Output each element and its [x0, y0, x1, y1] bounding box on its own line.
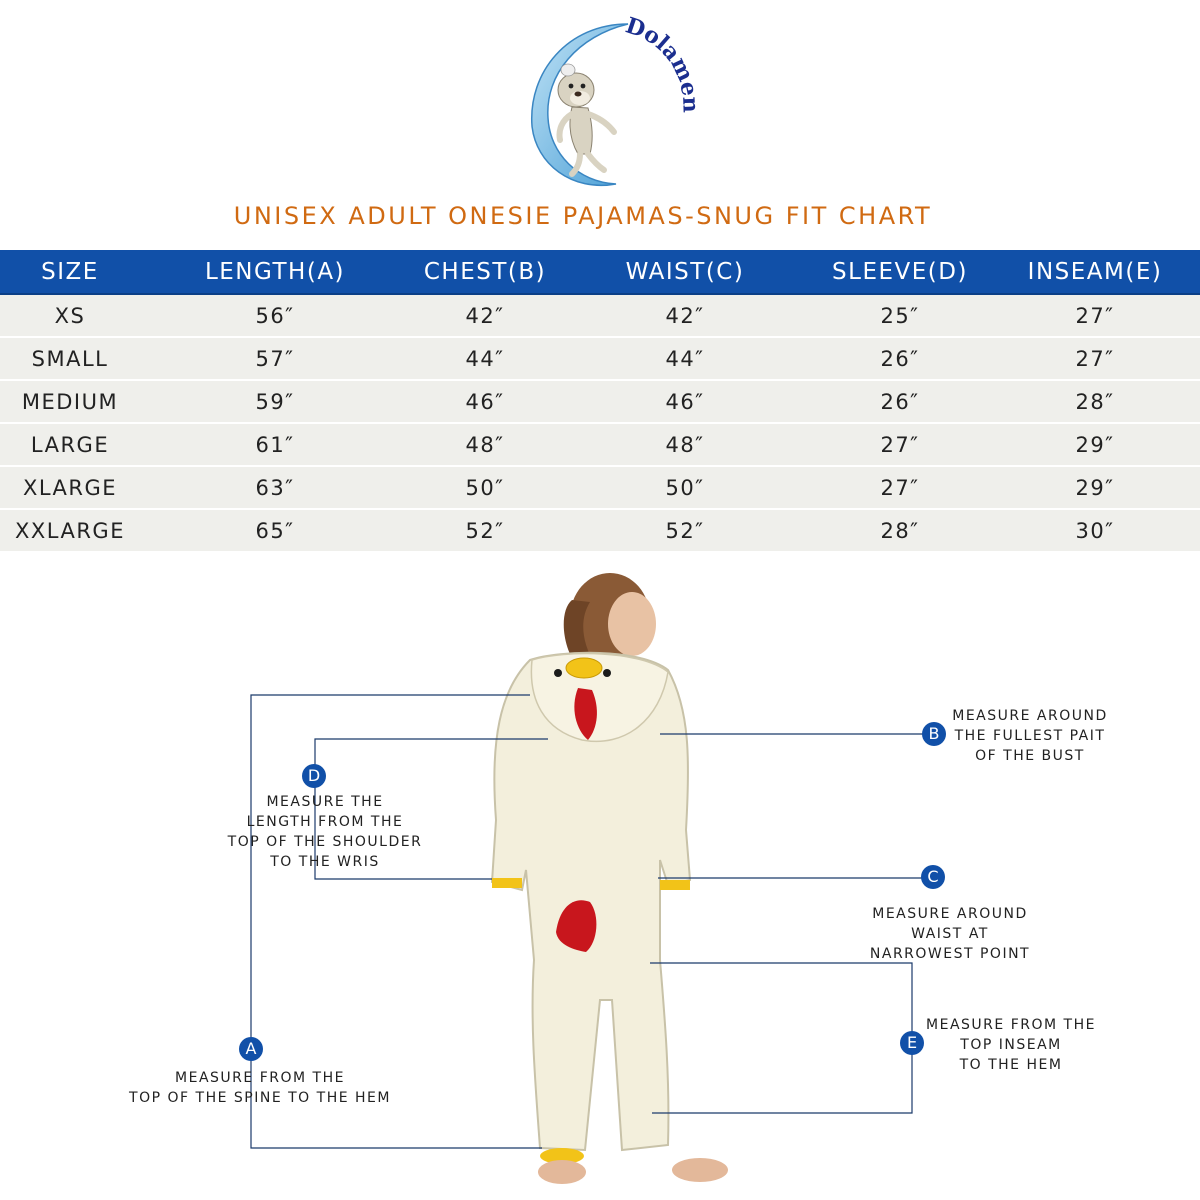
cell-chest: 46″ — [410, 380, 560, 423]
cell-chest: 52″ — [410, 509, 560, 551]
cell-inseam: 28″ — [990, 380, 1200, 423]
table-row — [0, 294, 1200, 337]
cell-length: 63″ — [140, 466, 410, 509]
callout-d — [205, 792, 445, 872]
callout-d-line: MEASURE THE — [266, 794, 384, 810]
cell-length: 65″ — [140, 509, 410, 551]
callout-c — [840, 904, 1060, 964]
cell-sleeve: 27″ — [810, 423, 990, 466]
callout-a-line: TOP OF THE SPINE TO THE HEM — [129, 1090, 391, 1106]
header-inseam: INSEAM(E) — [990, 250, 1200, 294]
table-header-row — [0, 250, 1200, 294]
cell-waist: 48″ — [560, 423, 810, 466]
table-row — [0, 380, 1200, 423]
badge-a: A — [239, 1037, 263, 1061]
cell-waist: 50″ — [560, 466, 810, 509]
cell-waist: 42″ — [560, 294, 810, 337]
cell-size: SMALL — [0, 337, 140, 380]
badge-b: B — [922, 722, 946, 746]
callout-e-line: MEASURE FROM THE — [926, 1017, 1096, 1033]
cell-length: 57″ — [140, 337, 410, 380]
cell-chest: 42″ — [410, 294, 560, 337]
header-length: LENGTH(A) — [140, 250, 410, 294]
cell-chest: 50″ — [410, 466, 560, 509]
callout-c-line: NARROWEST POINT — [869, 946, 1031, 962]
callout-e — [911, 1015, 1111, 1075]
chart-title: UNISEX ADULT ONESIE PAJAMAS-SNUG FIT CHART — [233, 202, 933, 230]
badge-c: C — [921, 865, 945, 889]
callout-b-line: THE FULLEST PAIT — [954, 728, 1106, 744]
brand-wordmark: Dolamen — [622, 14, 704, 114]
callout-c-line: WAIST AT — [911, 926, 989, 942]
cell-sleeve: 26″ — [810, 337, 990, 380]
cell-size: XS — [0, 294, 140, 337]
cell-size: XXLARGE — [0, 509, 140, 551]
cell-size: MEDIUM — [0, 380, 140, 423]
cell-chest: 44″ — [410, 337, 560, 380]
table-row — [0, 509, 1200, 551]
callout-a — [115, 1068, 405, 1108]
callout-d-line: TO THE WRIS — [270, 854, 380, 870]
cell-waist: 52″ — [560, 509, 810, 551]
cell-waist: 44″ — [560, 337, 810, 380]
header-chest: CHEST(B) — [410, 250, 560, 294]
cell-sleeve: 25″ — [810, 294, 990, 337]
table-row — [0, 466, 1200, 509]
cell-inseam: 29″ — [990, 466, 1200, 509]
badge-d: D — [302, 764, 326, 788]
callout-c-line: MEASURE AROUND — [872, 906, 1028, 922]
measurement-diagram — [0, 560, 1200, 1200]
callout-a-line: MEASURE FROM THE — [175, 1070, 345, 1086]
cell-length: 56″ — [140, 294, 410, 337]
cell-inseam: 27″ — [990, 337, 1200, 380]
cell-length: 59″ — [140, 380, 410, 423]
badge-e: E — [900, 1031, 924, 1055]
callout-b — [930, 706, 1130, 766]
cell-length: 61″ — [140, 423, 410, 466]
cell-inseam: 27″ — [990, 294, 1200, 337]
monkey-mascot — [558, 64, 614, 174]
callout-d-line: LENGTH FROM THE — [246, 814, 404, 830]
callout-e-line: TOP INSEAM — [960, 1037, 1062, 1053]
header-size: SIZE — [0, 250, 140, 294]
cell-waist: 46″ — [560, 380, 810, 423]
cell-sleeve: 26″ — [810, 380, 990, 423]
header-sleeve: SLEEVE(D) — [810, 250, 990, 294]
brand-logo — [520, 14, 710, 194]
table-row — [0, 337, 1200, 380]
cell-chest: 48″ — [410, 423, 560, 466]
callout-d-line: TOP OF THE SHOULDER — [227, 834, 423, 850]
cell-inseam: 30″ — [990, 509, 1200, 551]
cell-size: XLARGE — [0, 466, 140, 509]
cell-inseam: 29″ — [990, 423, 1200, 466]
header-waist: WAIST(C) — [560, 250, 810, 294]
cell-sleeve: 27″ — [810, 466, 990, 509]
cell-size: LARGE — [0, 423, 140, 466]
cell-sleeve: 28″ — [810, 509, 990, 551]
size-table — [0, 250, 1200, 551]
callout-e-line: TO THE HEM — [959, 1057, 1063, 1073]
table-row — [0, 423, 1200, 466]
callout-b-line: OF THE BUST — [975, 748, 1085, 764]
callout-b-line: MEASURE AROUND — [952, 708, 1108, 724]
